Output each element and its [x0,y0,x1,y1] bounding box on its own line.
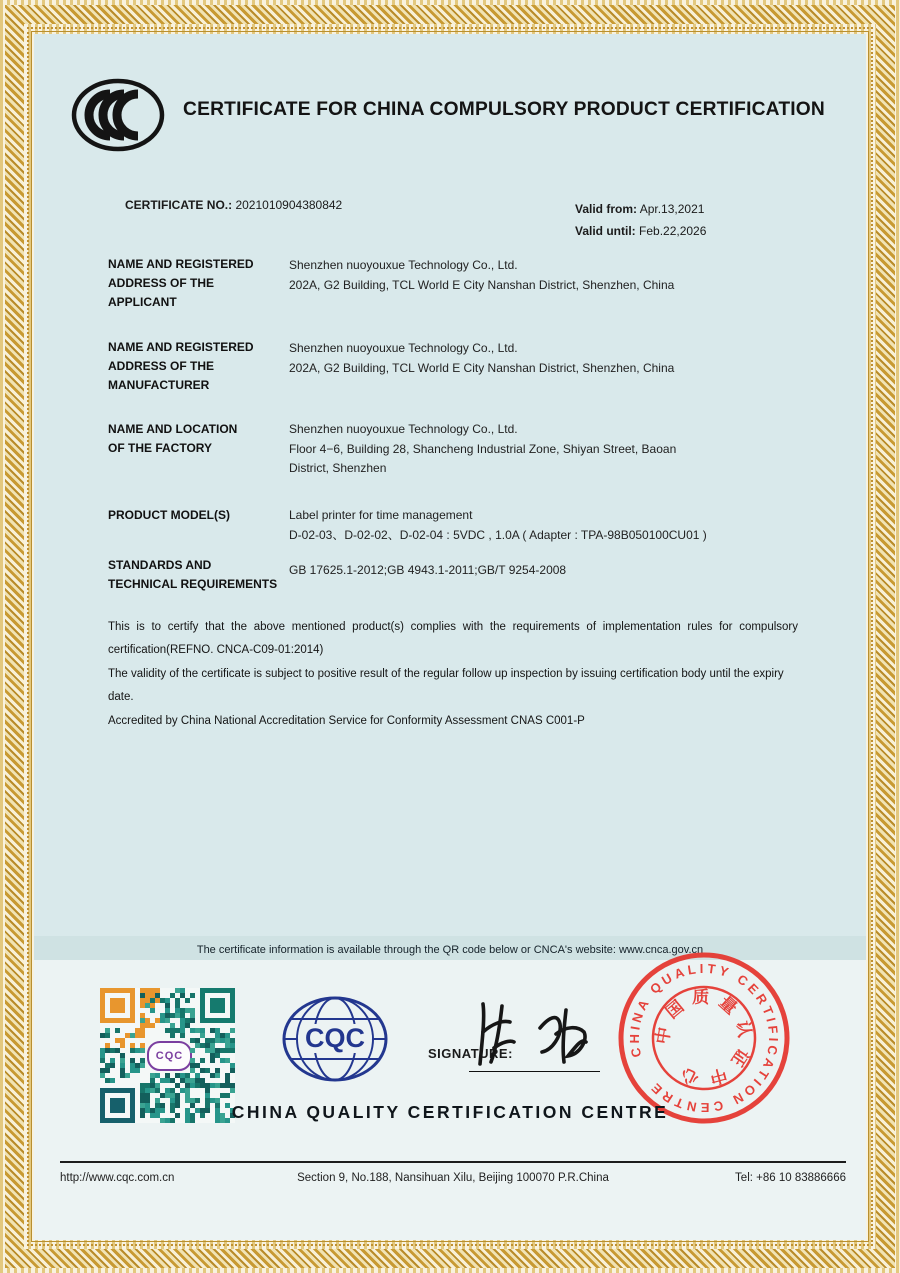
footer-website: http://www.cqc.com.cn [60,1172,175,1184]
statement-validity: The validity of the certificate is subject to positive result of the regular follow up inspection by issuing certification body until the expiry date. [108,668,784,703]
applicant-label: NAME AND REGISTERED ADDRESS OF THE APPLICANT [108,257,254,309]
manufacturer-value: Shenzhen nuoyouxue Technology Co., Ltd. 202A, G2 Building, TCL World E City Nanshan District, Shenzhen, China [289,341,675,375]
stamp-inner-text: 中国质量认证中心 [652,987,756,1090]
product-models-value: Label printer for time management D-02-03、D-02-02、D-02-04 : 5VDC , 1.0A ( Adapter : TPA-98B050100CU01 ) [289,508,707,542]
factory-value: Shenzhen nuoyouxue Technology Co., Ltd. Floor 4−6, Building 28, Shancheng Industrial Zone, Shiyan Street, Baoan District, Shenzhen [289,422,677,475]
red-stamp [616,950,792,1126]
valid-from-value: Apr.13,2021 [639,202,705,216]
statement-compliance: This is to certify that the above mentioned product(s) complies with the requirements of implementation rules for compulsory certification(REFNO. CNCA-C09-01:2014) [108,621,798,656]
valid-until-row [575,220,706,242]
valid-until-value: Feb.22,2026 [639,224,707,238]
certificate-number-row [125,198,342,212]
signature-handwriting [458,998,618,1076]
footer-telephone: Tel: +86 10 83886666 [735,1172,846,1184]
qr-finder-top-left [100,988,135,1023]
footer-address: Section 9, No.188, Nansihuan Xilu, Beijing 100070 P.R.China [297,1172,609,1184]
stamp-ring-text: CHINA QUALITY CERTIFICATION CENTRE [626,960,782,1116]
cqc-globe-logo [281,995,389,1083]
factory-label: NAME AND LOCATION OF THE FACTORY [108,422,238,455]
svg-text:CHINA QUALITY CERTIFICATION CE [616,950,792,1126]
footer-divider [60,1161,846,1163]
qr-note-text: The certificate information is available through the QR code below or CNCA's website: www.cnca.gov.cn [196,944,704,956]
product-models-label: PRODUCT MODEL(S) [108,508,230,522]
manufacturer-label: NAME AND REGISTERED ADDRESS OF THE MANUFACTURER [108,340,254,392]
org-name: CHINA QUALITY CERTIFICATION CENTRE [231,1102,669,1122]
valid-until-label: Valid until: [575,224,636,238]
page-title: CERTIFICATE FOR CHINA COMPULSORY PRODUCT CERTIFICATION [183,98,825,120]
valid-from-row [575,198,706,220]
certificate-number-value: 2021010904380842 [235,198,343,212]
certificate-number-label: CERTIFICATE NO.: [125,198,233,212]
qr-center-badge: CQC [147,1041,192,1071]
valid-from-label: Valid from: [575,202,638,216]
cqc-logo-text: CQC [305,1023,365,1053]
ccc-mark-icon [70,76,166,154]
certification-statements [108,616,798,734]
validity-block [575,198,706,242]
standards-value: GB 17625.1-2012;GB 4943.1-2011;GB/T 9254-2008 [289,563,567,577]
signature-label: SIGNATURE: [428,1046,513,1061]
standards-label: STANDARDS AND TECHNICAL REQUIREMENTS [108,558,278,591]
applicant-value: Shenzhen nuoyouxue Technology Co., Ltd. 202A, G2 Building, TCL World E City Nanshan District, Shenzhen, China [289,258,675,292]
qr-finder-top-right [200,988,235,1023]
statement-accreditation: Accredited by China National Accreditation Service for Conformity Assessment CNAS C001-P [108,715,585,727]
